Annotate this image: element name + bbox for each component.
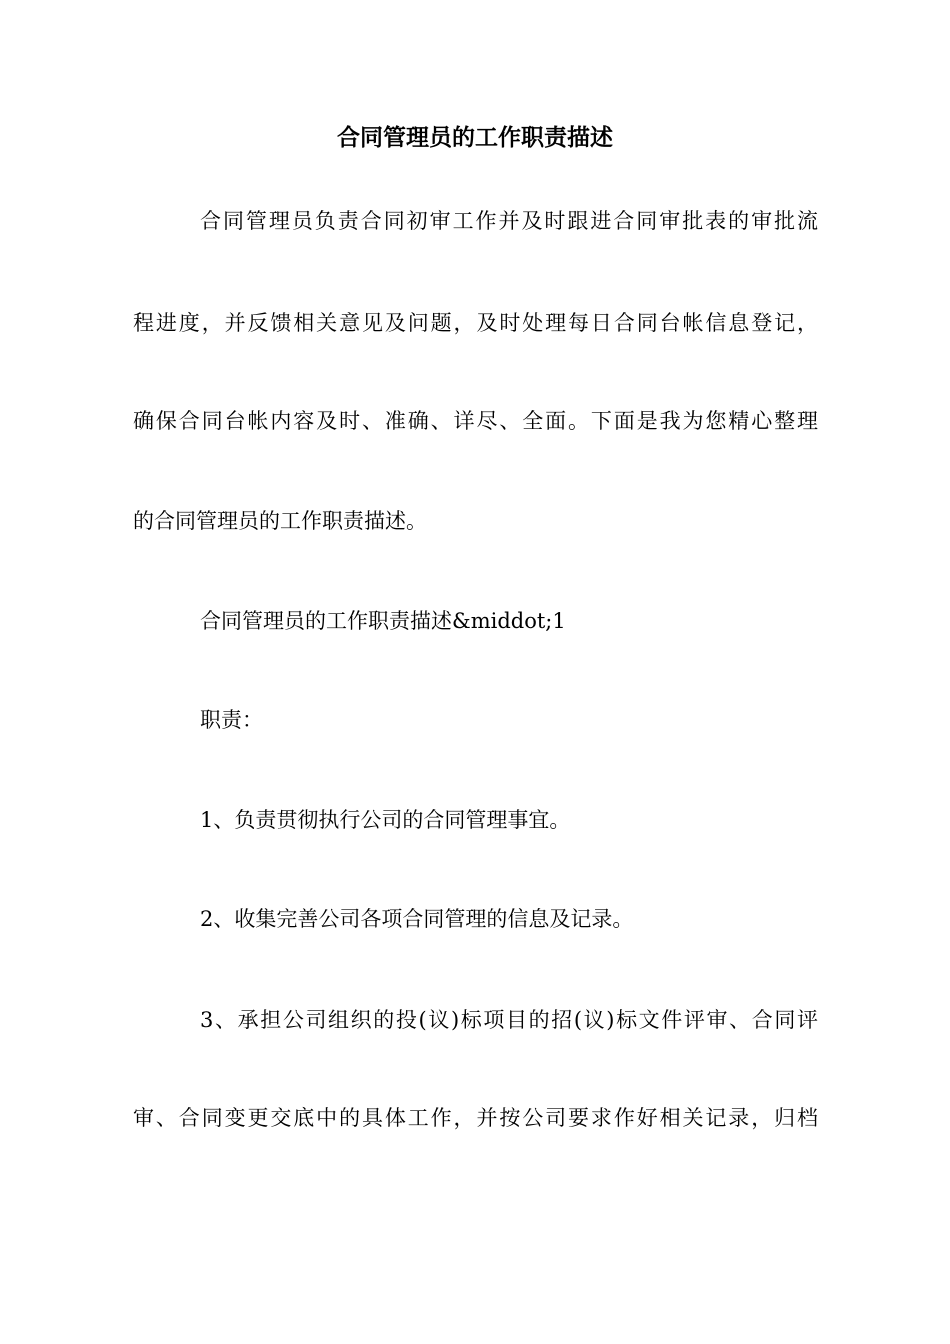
document-title: 合同管理员的工作职责描述	[337, 125, 613, 151]
duty-item-3-line-2: 审、合同变更交底中的具体工作，并按公司要求作好相关记录，归档	[133, 1106, 818, 1130]
duty-item-1: 1、负责贯彻执行公司的合同管理事宜。	[200, 808, 571, 832]
duty-item-3-line-1: 3、承担公司组织的投(议)标项目的招(议)标文件评审、合同评	[200, 1008, 818, 1032]
duty-item-2: 2、收集完善公司各项合同管理的信息及记录。	[200, 907, 634, 931]
intro-paragraph-line-1: 合同管理员负责合同初审工作并及时跟进合同审批表的审批流	[200, 209, 818, 233]
section-heading: 合同管理员的工作职责描述&middot;1	[200, 609, 566, 633]
duties-label: 职责：	[200, 708, 263, 732]
intro-paragraph-line-4: 的合同管理员的工作职责描述。	[133, 509, 427, 533]
intro-paragraph-line-2: 程进度，并反馈相关意见及问题，及时处理每日合同台帐信息登记，	[133, 311, 818, 335]
intro-paragraph-line-3: 确保合同台帐内容及时、准确、详尽、全面。下面是我为您精心整理	[133, 409, 818, 433]
